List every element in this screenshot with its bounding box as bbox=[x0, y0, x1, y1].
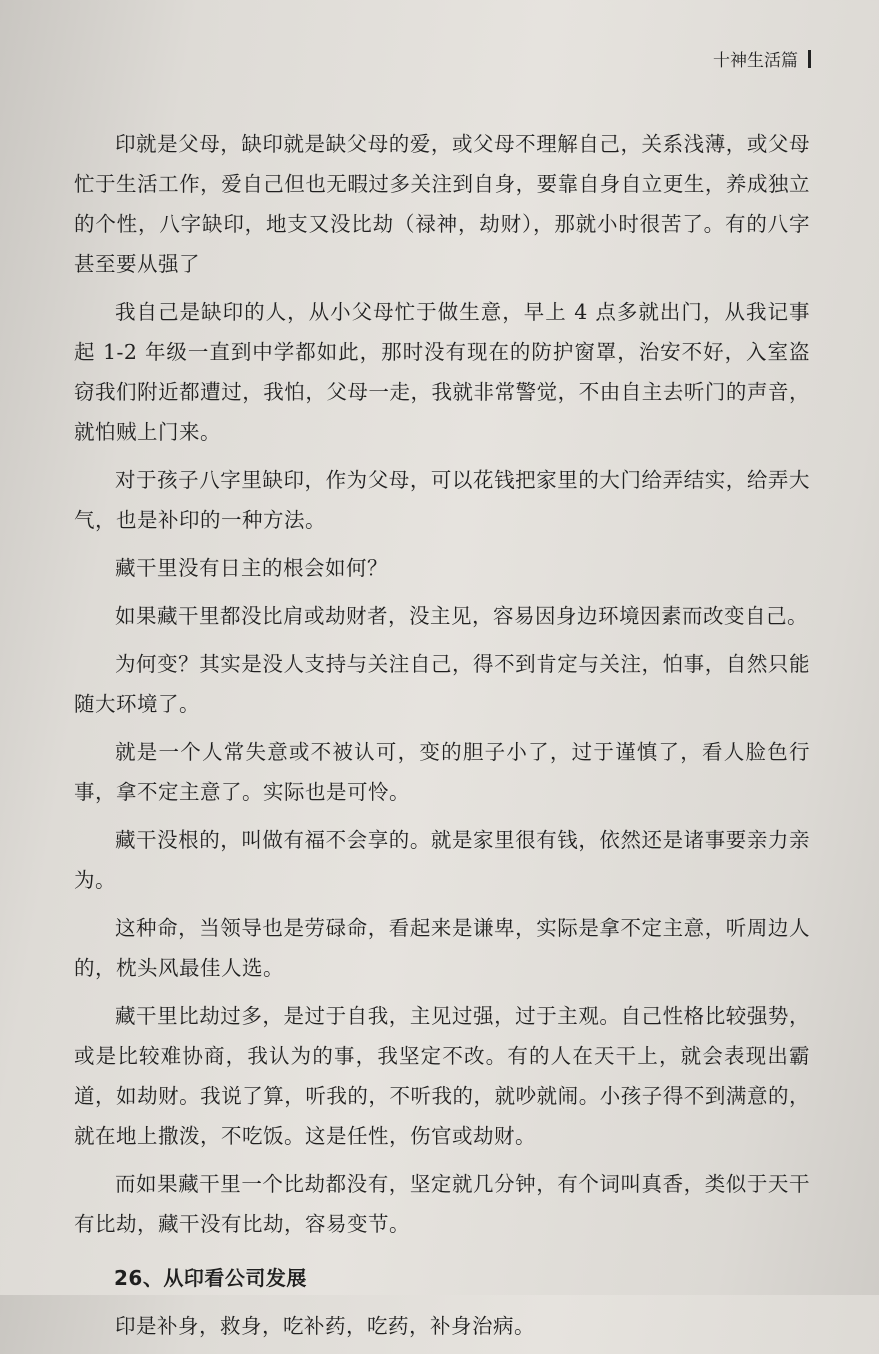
paragraph: 我自己是缺印的人，从小父母忙于做生意，早上 4 点多就出门，从我记事起 1-2 年级一直到中学都如此，那时没有现在的防护窗罩，治安不好，入室盗窃我们附近都遭过，我怕，父母一走，我就非常警觉，不由自主去听门的声音，就怕贼上门来。 bbox=[74, 300, 810, 444]
page-body bbox=[74, 124, 810, 1354]
paragraph: 印是补身，救身，吃补药，吃药，补身治病。 bbox=[115, 1314, 535, 1338]
paragraph: 就是一个人常失意或不被认可，变的胆子小了，过于谨慎了，看人脸色行事，拿不定主意了。实际也是可怜。 bbox=[74, 740, 810, 804]
paragraph: 藏干里比劫过多，是过于自我，主见过强，过于主观。自己性格比较强势，或是比较难协商，我认为的事，我坚定不改。有的人在天干上，就会表现出霸道，如劫财。我说了算，听我的，不听我的，就吵就闹。小孩子得不到满意的，就在地上撒泼，不吃饭。这是任性，伤官或劫财。 bbox=[74, 1004, 810, 1148]
paragraph: 对于孩子八字里缺印，作为父母，可以花钱把家里的大门给弄结实，给弄大气，也是补印的一种方法。 bbox=[74, 468, 810, 532]
header-bar bbox=[808, 50, 811, 68]
paragraph: 藏干没根的，叫做有福不会享的。就是家里很有钱，依然还是诸事要亲力亲为。 bbox=[74, 828, 810, 892]
section-heading: 26、从印看公司发展 bbox=[114, 1266, 307, 1290]
paragraph: 为何变？其实是没人支持与关注自己，得不到肯定与关注，怕事，自然只能随大环境了。 bbox=[74, 652, 810, 716]
paragraph: 而如果藏干里一个比劫都没有，坚定就几分钟，有个词叫真香，类似于天干有比劫，藏干没有比劫，容易变节。 bbox=[74, 1172, 810, 1236]
paragraph: 藏干里没有日主的根会如何？ bbox=[115, 556, 388, 580]
paragraph: 这种命，当领导也是劳碌命，看起来是谦卑，实际是拿不定主意，听周边人的，枕头风最佳人选。 bbox=[74, 916, 810, 980]
paragraph: 如果藏干里都没比肩或劫财者，没主见，容易因身边环境因素而改变自己。 bbox=[115, 604, 808, 628]
running-header-title: 十神生活篇 bbox=[713, 51, 798, 71]
paragraph: 印就是父母，缺印就是缺父母的爱，或父母不理解自己，关系浅薄，或父母忙于生活工作，爱自己但也无暇过多关注到自身，要靠自身自立更生，养成独立的个性，八字缺印，地支又没比劫（禄神，劫财），那就小时很苦了。有的八字甚至要从强了 bbox=[74, 132, 810, 276]
running-header bbox=[713, 46, 811, 71]
